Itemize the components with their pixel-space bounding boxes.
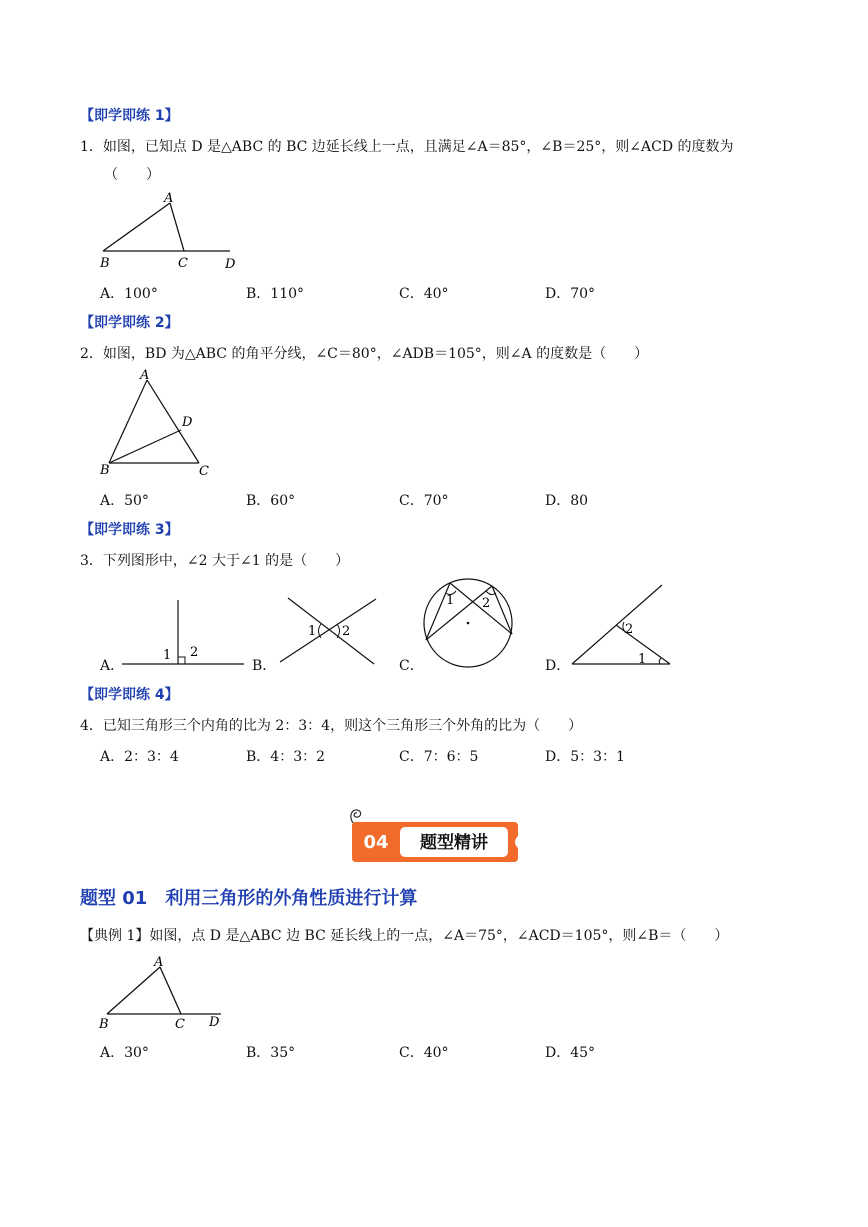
example-1-option-c[interactable]: C．40° [399,1045,449,1061]
practice-4-question: 4．已知三角形三个内角的比为 2：3：4，则这个三角形三个外角的比为（ ） [80,718,583,734]
vertex-label-a: A [164,191,174,206]
practice-2-header: 【即学即练 2】 [80,315,179,331]
practice-3-header: 【即学即练 3】 [80,522,179,538]
vertex-label-c: C [178,256,188,271]
angle-label-1: 1 [638,652,647,667]
angle-label-2: 2 [482,596,491,611]
vertex-label-a: A [154,955,164,970]
practice-3-option-c[interactable]: C． [399,658,424,674]
angle-label-1: 1 [163,648,172,663]
practice-1-triangle-figure [95,190,245,274]
option-d-angle-figure [570,582,674,668]
angle-label-2: 2 [625,622,634,637]
section-badge-text: 题型精讲 [420,833,488,853]
example-1-question: 【典例 1】如图，点 D 是△ABC 边 BC 延长线上的一点，∠A＝75°，∠ACD＝105°，则∠B＝（ ） [80,928,729,944]
topic-title: 题型 01 利用三角形的外角性质进行计算 [80,888,418,909]
section-badge [352,822,518,862]
practice-4-option-c[interactable]: C．7：6：5 [399,749,479,765]
example-1-option-b[interactable]: B．35° [246,1045,296,1061]
practice-3-option-b[interactable]: B． [252,658,277,674]
practice-2-triangle-figure [95,368,220,480]
practice-1-header: 【即学即练 1】 [80,108,179,124]
vertex-label-d: D [182,415,193,430]
practice-1-question: 1．如图，已知点 D 是△ABC 的 BC 边延长线上一点，且满足∠A＝85°，∠B＝25°，则∠ACD 的度数为 [80,139,734,155]
practice-4-option-d[interactable]: D．5：3：1 [545,749,625,765]
option-a-perpendicular-figure [120,596,246,668]
vertex-label-d: D [209,1015,220,1030]
practice-3-option-d[interactable]: D． [545,658,571,674]
practice-4-option-a[interactable]: A．2：3：4 [100,749,179,765]
practice-1-option-b[interactable]: B．110° [246,286,305,302]
angle-label-1: 1 [446,593,455,608]
example-1-option-d[interactable]: D．45° [545,1045,596,1061]
example-1-option-a[interactable]: A．30° [100,1045,149,1061]
practice-1-option-c[interactable]: C．40° [399,286,449,302]
practice-2-option-c[interactable]: C．70° [399,493,449,509]
vertex-label-c: C [199,464,209,479]
vertex-label-a: A [140,368,150,383]
angle-label-1: 1 [308,624,317,639]
vertex-label-b: B [99,1017,109,1032]
practice-2-question: 2．如图，BD 为△ABC 的角平分线，∠C＝80°，∠ADB＝105°，则∠A 的度数是（ ） [80,346,649,362]
practice-3-option-a[interactable]: A． [100,658,125,674]
practice-1-option-d[interactable]: D．70° [545,286,596,302]
practice-4-header: 【即学即练 4】 [80,687,179,703]
section-badge-number: 04 [363,832,389,853]
example-1-triangle-figure [95,950,235,1034]
vertex-label-b: B [100,256,110,271]
option-b-crossing-lines-figure [274,594,382,666]
practice-1-option-a[interactable]: A．100° [100,286,158,302]
practice-2-option-b[interactable]: B．60° [246,493,296,509]
angle-label-2: 2 [342,624,351,639]
practice-4-option-b[interactable]: B．4：3：2 [246,749,326,765]
vertex-label-b: B [100,463,110,478]
vertex-label-c: C [175,1017,185,1032]
practice-1-answer-paren: （ ） [104,167,160,183]
practice-2-option-d[interactable]: D．80 [545,493,589,509]
option-c-circle-figure [420,576,522,670]
angle-label-2: 2 [190,645,199,660]
vertex-label-d: D [225,257,236,272]
practice-2-option-a[interactable]: A．50° [100,493,149,509]
practice-3-question: 3．下列图形中，∠2 大于∠1 的是（ ） [80,553,350,569]
